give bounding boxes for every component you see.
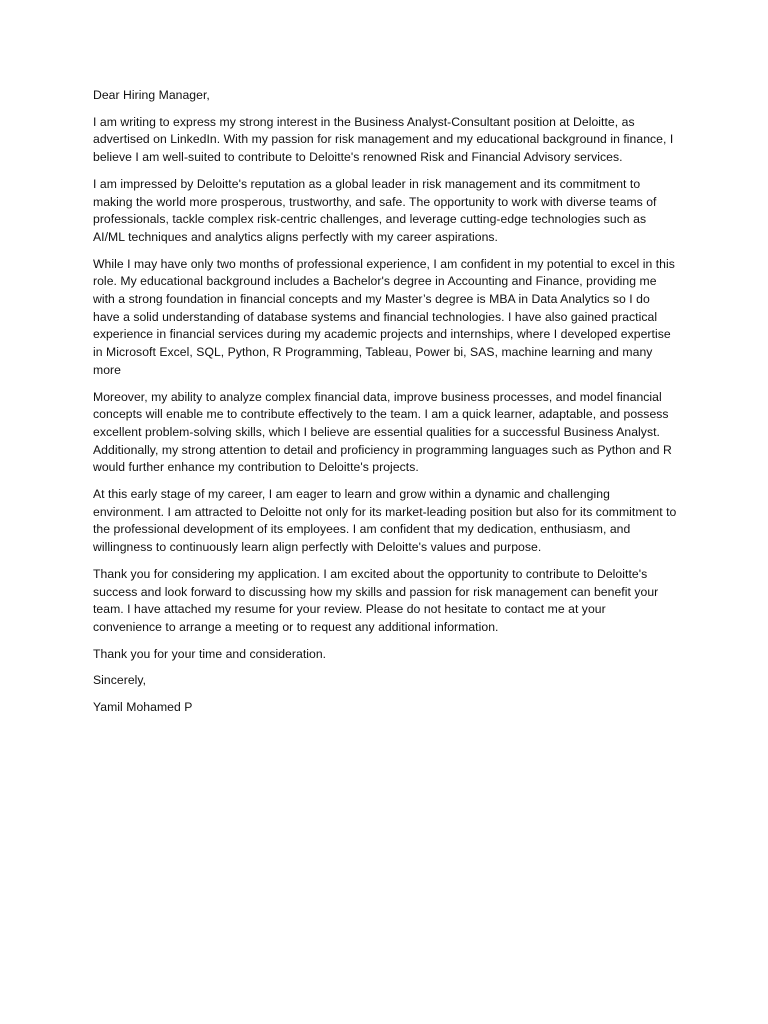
paragraph-career-goals: At this early stage of my career, I am eager to learn and grow within a dynamic and challenging environment. I am attracted to Deloitte not only for its market-leading position but also for its commitment to the professional development of its employees. I am confident that my dedication, enthusiasm, and willingness to continuously learn align perfectly with Deloitte's values and purpose. — [93, 487, 677, 555]
paragraph-thanks-time: Thank you for your time and consideration. — [93, 646, 327, 661]
signature: Yamil Mohamed P — [93, 700, 193, 715]
salutation: Dear Hiring Manager, — [93, 88, 210, 102]
closing: Sincerely, — [93, 673, 147, 688]
cover-letter — [93, 87, 678, 726]
paragraph-thanks-application: Thank you for considering my application. I am excited about the opportunity to contribute to Deloitte's success and look forward to discussing how my skills and passion for risk management can benefit your team. I have attached my resume for your review. Please do not hesitate to contact me at your convenience to arrange a meeting or to request any additional information. — [93, 566, 659, 634]
paragraph-company-interest: I am impressed by Deloitte's reputation as a global leader in risk management and its commitment to making the world more prosperous, trustworthy, and safe. The opportunity to work with diverse teams of professionals, tackle complex risk-centric challenges, and leverage cutting-edge technologies such as AI/ML techniques and analytics aligns perfectly with my career aspirations. — [93, 176, 657, 244]
paragraph-experience: While I may have only two months of professional experience, I am confident in my potential to excel in this role. My educational background includes a Bachelor's degree in Accounting and Finance, providing me with a strong foundation in financial concepts and my Master’s degree is MBA in Data Analytics so I do have a solid understanding of database systems and financial technologies. I have also gained practical experience in financial services during my academic projects and internships, where I developed expertise in Microsoft Excel, SQL, Python, R Programming, Tableau, Power bi, SAS, machine learning and many more — [93, 256, 675, 377]
paragraph-intro: I am writing to express my strong interest in the Business Analyst-Consultant position at Deloitte, as advertised on LinkedIn. With my passion for risk management and my educational background in finance, I believe I am well-suited to contribute to Deloitte's renowned Risk and Financial Advisory services. — [93, 114, 674, 165]
paragraph-skills: Moreover, my ability to analyze complex financial data, improve business processes, and model financial concepts will enable me to contribute effectively to the team. I am a quick learner, adaptable, and possess excellent problem-solving skills, which I believe are essential qualities for a successful Business Analyst. Additionally, my strong attention to detail and proficiency in programming languages such as Python and R would further enhance my contribution to Deloitte's projects. — [93, 389, 672, 475]
